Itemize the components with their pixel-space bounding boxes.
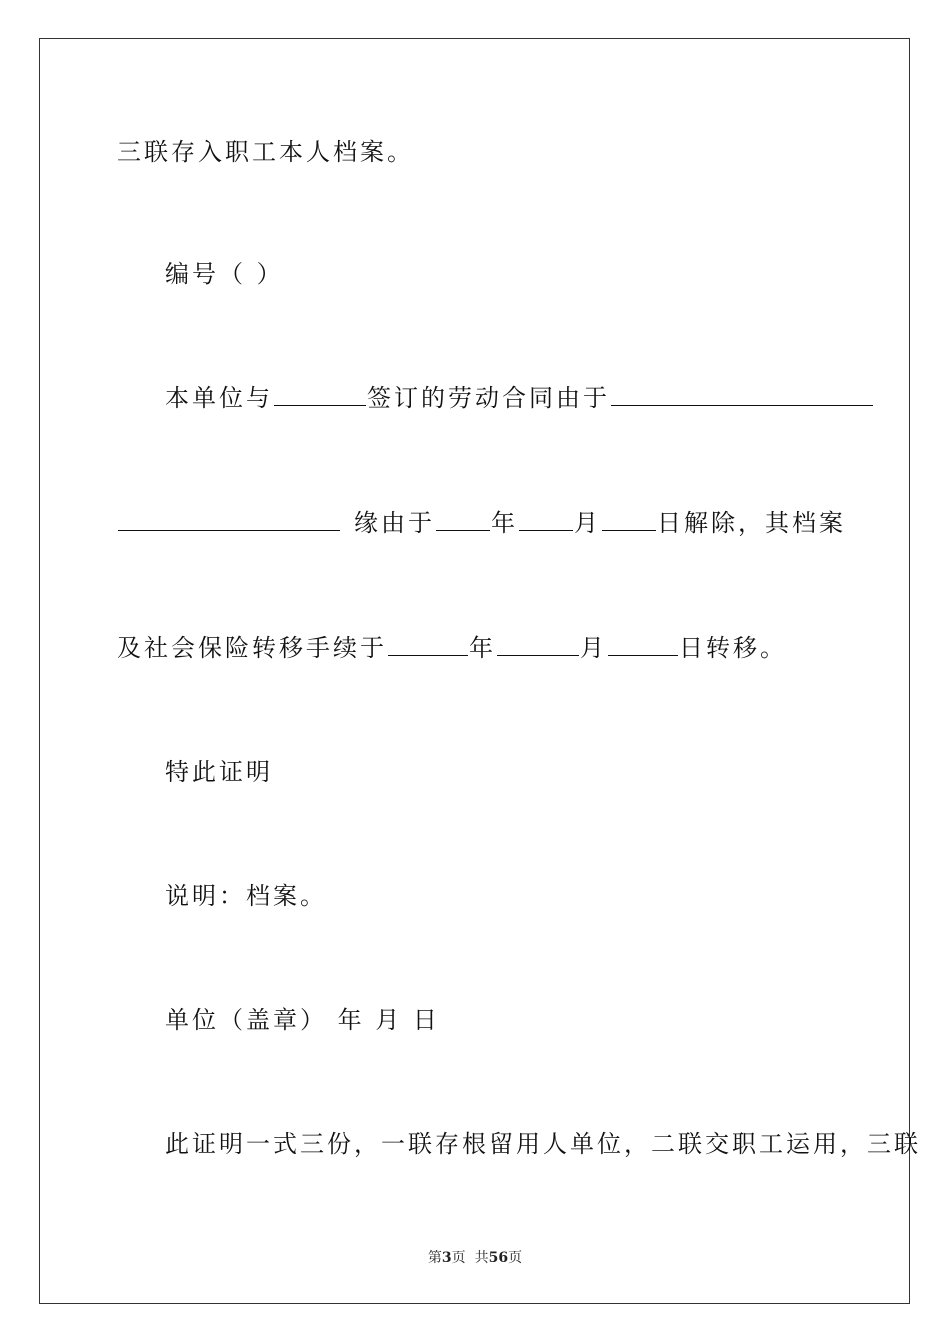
blank-transfer-day bbox=[608, 633, 678, 656]
page-border bbox=[39, 38, 910, 1304]
page-footer bbox=[0, 1247, 950, 1267]
text-line-seal bbox=[165, 1005, 440, 1035]
text-line-certify bbox=[165, 757, 273, 787]
number-label: 编号（ ） bbox=[165, 260, 284, 288]
termination-month: 月 bbox=[574, 509, 601, 537]
text-line-archive bbox=[117, 137, 414, 167]
seal-text: 单位（盖章） 年 月 日 bbox=[165, 1006, 440, 1034]
termination-year: 年 bbox=[491, 509, 518, 537]
transfer-year: 年 bbox=[469, 634, 496, 662]
contract-text-b: 签订的劳动合同由于 bbox=[367, 384, 610, 412]
blank-year bbox=[436, 508, 490, 531]
termination-text-a: 缘由于 bbox=[354, 509, 435, 537]
footer-prefix: 第 bbox=[427, 1250, 442, 1266]
text-line-note bbox=[165, 881, 327, 911]
copies-text: 此证明一式三份，一联存根留用人单位，二联交职工运用，三联 bbox=[165, 1130, 921, 1158]
blank-day bbox=[602, 508, 656, 531]
transfer-text-a: 及社会保险转移手续于 bbox=[117, 634, 387, 662]
termination-text-d: 日解除，其档案 bbox=[657, 509, 846, 537]
text-line-transfer bbox=[117, 633, 787, 663]
footer-total-pages: 56 bbox=[488, 1250, 509, 1266]
certify-text: 特此证明 bbox=[165, 758, 273, 786]
text-line-contract bbox=[165, 383, 874, 413]
blank-reason bbox=[611, 383, 873, 406]
archive-text: 三联存入职工本人档案。 bbox=[117, 138, 414, 166]
footer-suffix: 页 bbox=[508, 1250, 523, 1266]
text-line-termination bbox=[117, 508, 846, 538]
blank-transfer-month bbox=[497, 633, 579, 656]
blank-employee-name bbox=[274, 383, 366, 406]
text-line-copies bbox=[165, 1129, 921, 1159]
contract-text-a: 本单位与 bbox=[165, 384, 273, 412]
blank-month bbox=[519, 508, 573, 531]
text-line-number bbox=[165, 259, 284, 289]
footer-page-number: 3 bbox=[441, 1250, 452, 1266]
transfer-month: 月 bbox=[580, 634, 607, 662]
note-text: 说明：档案。 bbox=[165, 882, 327, 910]
blank-reason-cont bbox=[118, 508, 340, 531]
transfer-text-d: 日转移。 bbox=[679, 634, 787, 662]
blank-transfer-year bbox=[388, 633, 468, 656]
footer-mid: 页 共 bbox=[451, 1250, 489, 1266]
